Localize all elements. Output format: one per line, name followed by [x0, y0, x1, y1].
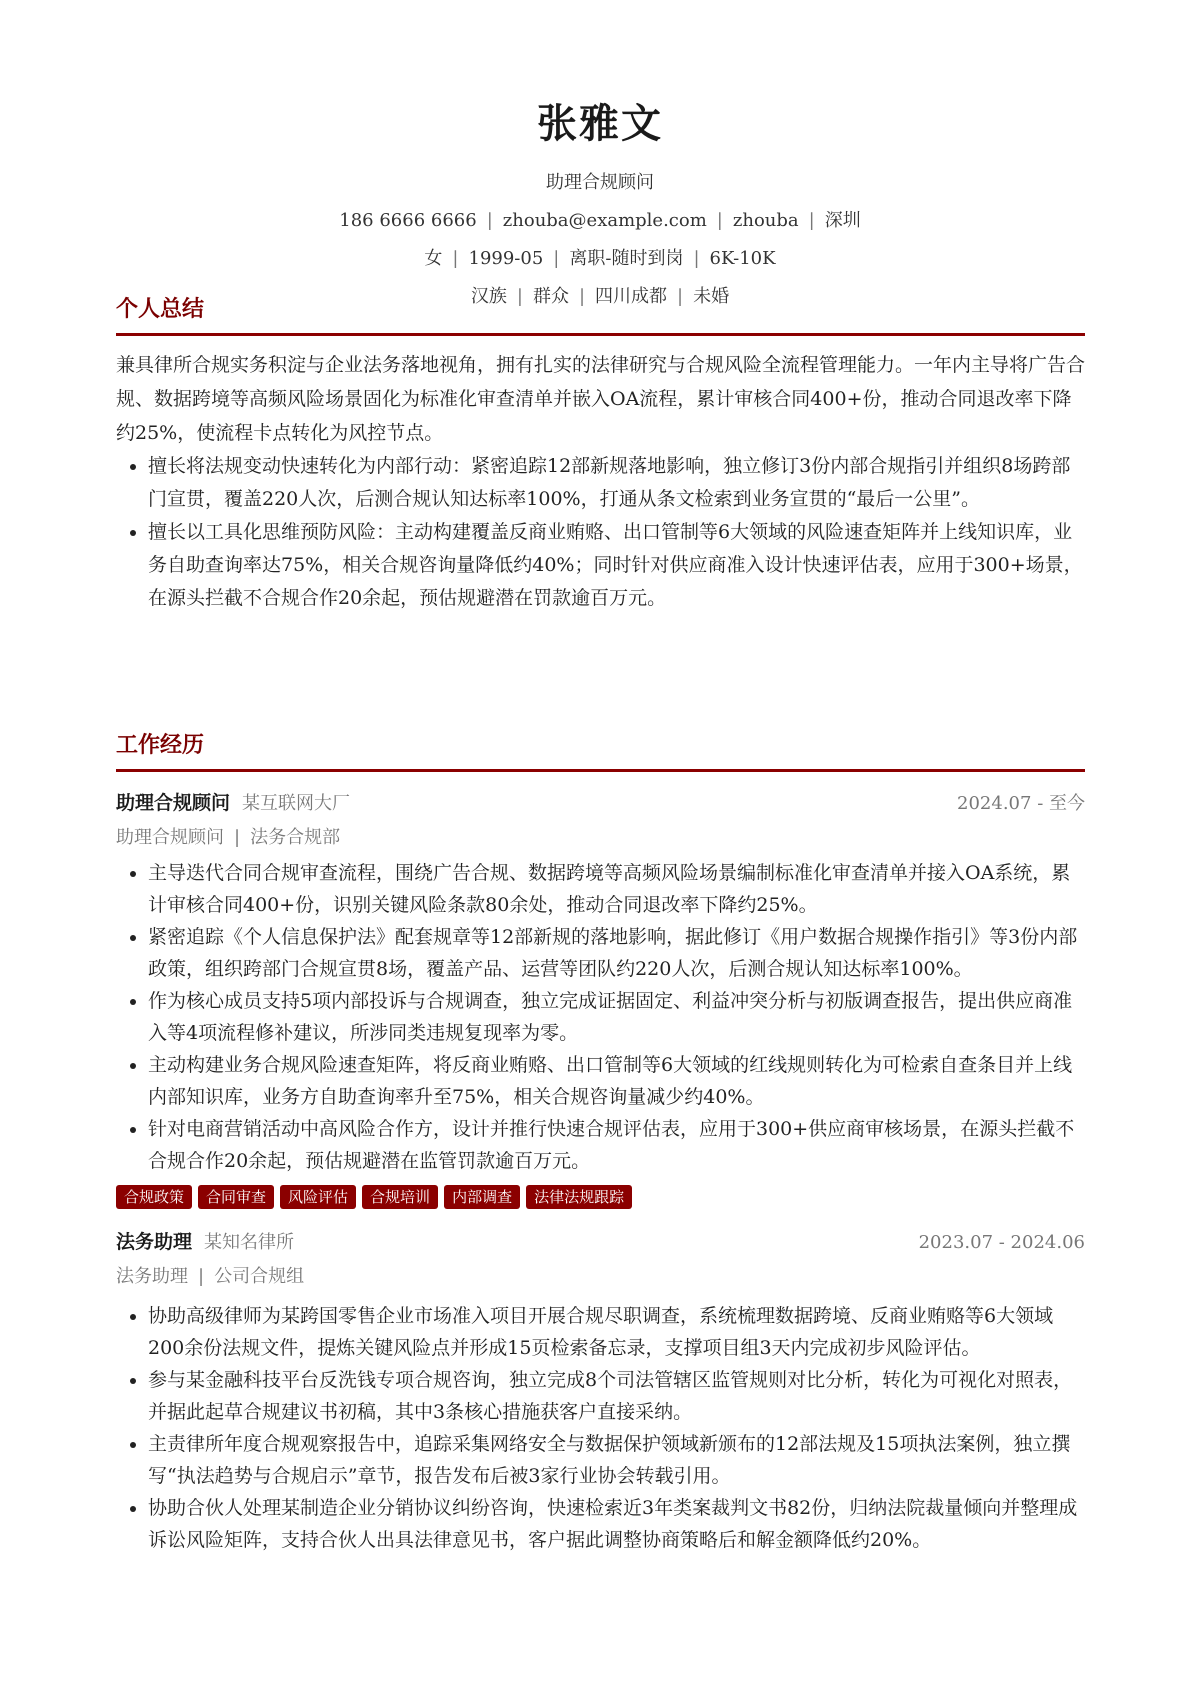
gender: 女 — [424, 248, 443, 269]
list-item: • 参与某金融科技平台反洗钱专项合规咨询，独立完成8个司法管辖区监管规则对比分析，转化为可视化对照表，并据此起草合规建议书初稿，其中3条核心措施获客户直接采纳。 — [148, 1364, 1085, 1428]
list-item: • 协助高级律师为某跨国零售企业市场准入项目开展合规尽职调查，系统梳理数据跨境、反商业贿赂等6大领域200余份法规文件，提炼关键风险点并形成15页检索备忘录，支撑项目组3天内完成初步风险评估。 — [148, 1300, 1085, 1364]
wechat: zhouba — [732, 210, 799, 231]
skill-tag: 内部调查 — [444, 1185, 520, 1209]
personal-info-line: 汉族 | 群众 | 四川成都 | 未婚 — [470, 286, 730, 307]
phone: 186 6666 6666 — [339, 210, 477, 231]
candidate-name: 张雅文 — [537, 100, 663, 147]
skill-tag: 合同审查 — [198, 1185, 274, 1209]
marital-status: 未婚 — [693, 286, 730, 307]
contact-line: 186 6666 6666 | zhouba@example.com | zhouba | 深圳 — [339, 210, 861, 231]
hometown: 四川成都 — [595, 286, 668, 307]
job-header — [116, 788, 1085, 819]
job-subline: 助理合规顾问 | 法务合规部 — [116, 827, 341, 848]
job-entry — [116, 788, 1085, 1209]
skill-tag: 法律法规跟踪 — [526, 1185, 632, 1209]
email: zhouba@example.com — [502, 210, 707, 231]
job-department: 公司合规组 — [214, 1266, 305, 1287]
work-section — [116, 729, 1085, 1556]
job-subline: 法务助理 | 公司合规组 — [116, 1266, 305, 1287]
skill-tag: 合规培训 — [362, 1185, 438, 1209]
list-item: • 协助合伙人处理某制造企业分销协议纠纷咨询，快速检索近3年类案裁判文书82份，归纳法院裁量倾向并整理成诉讼风险矩阵，支持合伙人出具法律意见书，客户据此调整协商策略后和解金额降低约20%。 — [148, 1492, 1085, 1556]
list-item: • 主动构建业务合规风险速查矩阵，将反商业贿赂、出口管制等6大领域的红线规则转化为可检索自查条目并上线内部知识库，业务方自助查询率升至75%，相关合规咨询量减少约40%。 — [148, 1049, 1085, 1113]
job-title: 助理合规顾问 — [116, 792, 231, 814]
job-bullets — [116, 1300, 1085, 1556]
city: 深圳 — [824, 210, 861, 231]
list-item: • 主导迭代合同合规审查流程，围绕广告合规、数据跨境等高频风险场景编制标准化审查清单并接入OA系统，累计审核合同400+份，识别关键风险条款80余处，推动合同退改率下降约25%。 — [148, 857, 1085, 921]
summary-paragraph: 兼具律所合规实务积淀与企业法务落地视角，拥有扎实的法律研究与合规风险全流程管理能力。一年内主导将广告合规、数据跨境等高频风险场景固化为标准化审查清单并嵌入OA流程，累计审核合同400+份，推动合同退改率下降约25%，使流程卡点转化为风控节点。 — [116, 354, 1086, 444]
section-title: 个人总结 — [116, 293, 1085, 336]
job-bullets — [116, 857, 1085, 1177]
job-header — [116, 1227, 1085, 1258]
birth-date: 1999-05 — [468, 248, 544, 269]
availability: 离职-随时到岗 — [569, 248, 684, 269]
job-target: 助理合规顾问 — [546, 172, 654, 193]
company-name: 某互联网大厂 — [242, 793, 351, 814]
ethnicity: 汉族 — [470, 286, 507, 307]
company-name: 某知名律所 — [204, 1232, 295, 1253]
job-role: 法务助理 — [116, 1266, 188, 1287]
job-role: 助理合规顾问 — [116, 827, 224, 848]
salary-range: 6K-10K — [709, 248, 776, 269]
job-title: 法务助理 — [116, 1231, 193, 1253]
basic-info-line: 女 | 1999-05 | 离职-随时到岗 | 6K-10K — [424, 248, 776, 269]
skill-tag: 合规政策 — [116, 1185, 192, 1209]
list-item: • 作为核心成员支持5项内部投诉与合规调查，独立完成证据固定、利益冲突分析与初版调查报告，提出供应商准入等4项流程修补建议，所涉同类违规复现率为零。 — [148, 985, 1085, 1049]
summary-bullets — [116, 450, 1085, 615]
skill-tag: 风险评估 — [280, 1185, 356, 1209]
list-item: • 针对电商营销活动中高风险合作方，设计并推行快速合规评估表，应用于300+供应商审核场景，在源头拦截不合规合作20余起，预估规避潜在监管罚款逾百万元。 — [148, 1113, 1085, 1177]
job-date: 2024.07 - 至今 — [957, 793, 1085, 814]
job-entry — [116, 1227, 1085, 1556]
summary-section — [116, 293, 1085, 615]
list-item: • 擅长以工具化思维预防风险：主动构建覆盖反商业贿赂、出口管制等6大领域的风险速查矩阵并上线知识库，业务自助查询率达75%，相关合规咨询量降低约40%；同时针对供应商准入设计快速评估表，应用于300+场景，在源头拦截不合规合作20余起，预估规避潜在罚款逾百万元。 — [148, 516, 1085, 615]
skill-tags — [116, 1185, 1085, 1209]
list-item: • 紧密追踪《个人信息保护法》配套规章等12部新规的落地影响，据此修订《用户数据合规操作指引》等3份内部政策，组织跨部门合规宣贯8场，覆盖产品、运营等团队约220人次，后测合规认知达标率100%。 — [148, 921, 1085, 985]
job-department: 法务合规部 — [250, 827, 341, 848]
list-item: • 主责律所年度合规观察报告中，追踪采集网络安全与数据保护领域新颁布的12部法规及15项执法案例，独立撰写“执法趋势与合规启示”章节，报告发布后被3家行业协会转载引用。 — [148, 1428, 1085, 1492]
job-date: 2023.07 - 2024.06 — [918, 1232, 1085, 1253]
political-status: 群众 — [532, 286, 569, 307]
section-title: 工作经历 — [116, 729, 1085, 772]
resume-header — [0, 0, 1200, 310]
list-item: • 擅长将法规变动快速转化为内部行动：紧密追踪12部新规落地影响，独立修订3份内部合规指引并组织8场跨部门宣贯，覆盖220人次，后测合规认知达标率100%，打通从条文检索到业务宣贯的“最后一公里”。 — [148, 450, 1085, 516]
